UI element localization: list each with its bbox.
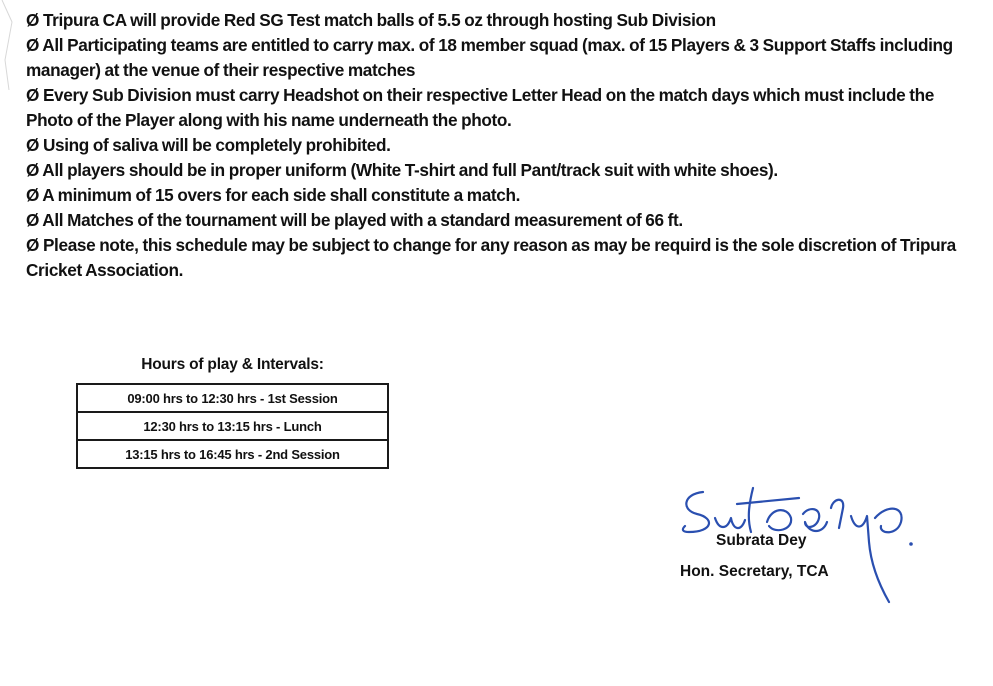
signatory-title: Hon. Secretary, TCA [680, 563, 829, 580]
session-cell: 12:30 hrs to 13:15 hrs - Lunch [77, 412, 388, 440]
rule-saliva: Ø Using of saliva will be completely prohibited. [26, 135, 391, 155]
table-row [77, 384, 388, 412]
table-row [77, 412, 388, 440]
page-fold-mark [0, 0, 14, 90]
tournament-rules [26, 8, 976, 283]
rule-boundary: Ø All Matches of the tournament will be played with a standard measurement of 66 ft. [26, 210, 683, 230]
rule-match-balls: Ø Tripura CA will provide Red SG Test match balls of 5.5 oz through hosting Sub Division [26, 10, 716, 30]
rule-headshot: Ø Every Sub Division must carry Headshot on their respective Letter Head on the match days which must include the Photo of the Player along with his name underneath the photo. [26, 85, 934, 130]
rule-minimum-overs: Ø A minimum of 15 overs for each side shall constitute a match. [26, 185, 521, 205]
rule-squad-size: Ø All Participating teams are entitled to carry max. of 18 member squad (max. of 15 Players & 3 Support Staffs including manager) at the venue of their respective matches [26, 35, 953, 80]
session-cell: 09:00 hrs to 12:30 hrs - 1st Session [77, 384, 388, 412]
hours-of-play-title: Hours of play & Intervals: [141, 356, 324, 373]
hours-of-play-table [76, 383, 389, 469]
session-cell: 13:15 hrs to 16:45 hrs - 2nd Session [77, 440, 388, 468]
rule-uniform: Ø All players should be in proper uniform (White T-shirt and full Pant/track suit with white shoes). [26, 160, 778, 180]
table-row [77, 440, 388, 468]
rule-schedule-change: Ø Please note, this schedule may be subject to change for any reason as may be requird is the sole discretion of Tripura Cricket Association. [26, 235, 956, 280]
signatory-name: Subrata Dey [716, 532, 807, 549]
